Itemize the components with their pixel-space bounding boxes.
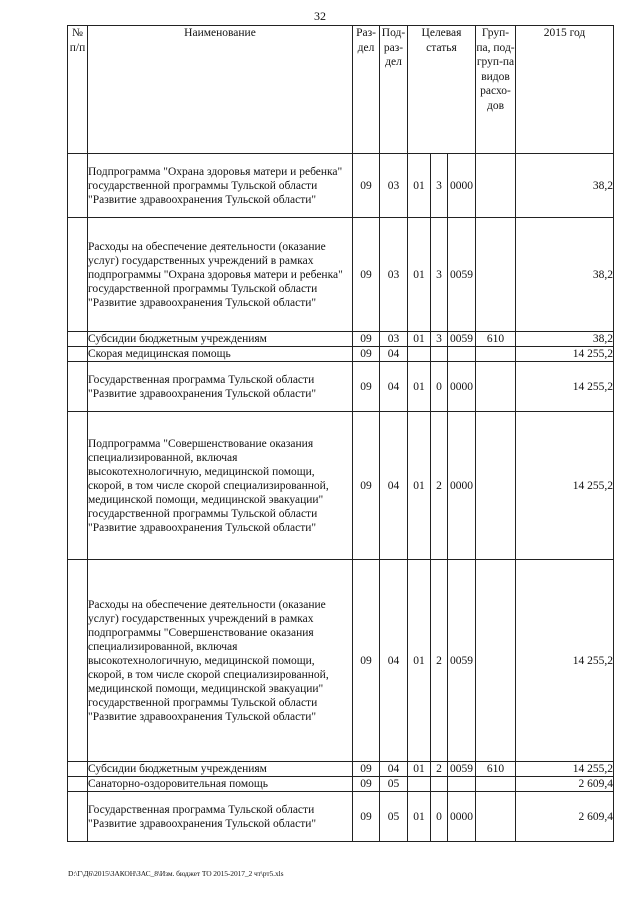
item-name: Подпрограмма "Совершенствование оказания специализированной, включая высокотехнологичную, медицинской помощи, скорой, в том числе скорой специализированной, медицинской помощи, медицинской эвакуации" государственной программы Тульской области "Развитие здравоохранения Тульской области" <box>88 412 353 560</box>
item-name: Расходы на обеспечение деятельности (оказание услуг) государственных учреждений в рамках подпрограммы "Совершенствование оказания специализированной, включая высокотехнологичную, медицинской помощи, скорой, в том числе скорой специализированной, медицинской помощи, медицинской эвакуации" государственной программы Тульской области "Развитие здравоохранения Тульской области" <box>88 560 353 762</box>
header-year: 2015 год <box>516 26 614 154</box>
footer-file-path: D:\Г\Д6\2015\ЗАКОН\ЗАС_8\Изм. бюджет ТО 2015-2017_2 чт\рт5.xls <box>68 869 284 878</box>
subprogram-code: 0 <box>431 792 448 842</box>
amount-2015: 14 255,2 <box>516 362 614 412</box>
program-code: 01 <box>408 560 431 762</box>
subsection-code: 04 <box>380 412 408 560</box>
row-number-cell <box>68 560 88 762</box>
expense-group-code <box>476 362 516 412</box>
row-number-cell <box>68 792 88 842</box>
amount-2015: 2 609,4 <box>516 777 614 792</box>
item-name: Субсидии бюджетным учреждениям <box>88 332 353 347</box>
item-name: Санаторно-оздоровительная помощь <box>88 777 353 792</box>
section-code: 09 <box>353 762 380 777</box>
expense-group-code <box>476 218 516 332</box>
item-name: Государственная программа Тульской области "Развитие здравоохранения Тульской области" <box>88 792 353 842</box>
section-code: 09 <box>353 218 380 332</box>
row-number-cell <box>68 154 88 218</box>
program-code: 01 <box>408 218 431 332</box>
expense-code: 0000 <box>448 792 476 842</box>
section-code: 09 <box>353 362 380 412</box>
table-row <box>68 347 614 362</box>
table-row <box>68 412 614 560</box>
subprogram-code <box>431 347 448 362</box>
expense-group-code <box>476 347 516 362</box>
program-code: 01 <box>408 362 431 412</box>
item-name: Подпрограмма "Охрана здоровья матери и ребенка" государственной программы Тульской области "Развитие здравоохранения Тульской области" <box>88 154 353 218</box>
section-code: 09 <box>353 560 380 762</box>
table-row <box>68 362 614 412</box>
expense-group-code: 610 <box>476 332 516 347</box>
subprogram-code: 2 <box>431 560 448 762</box>
expense-code: 0059 <box>448 560 476 762</box>
row-number-cell <box>68 762 88 777</box>
subsection-code: 03 <box>380 332 408 347</box>
expense-code <box>448 347 476 362</box>
section-code: 09 <box>353 347 380 362</box>
expense-group-code <box>476 154 516 218</box>
amount-2015: 38,2 <box>516 332 614 347</box>
section-code: 09 <box>353 777 380 792</box>
row-number-cell <box>68 412 88 560</box>
expense-group-code <box>476 777 516 792</box>
header-target: Целевая статья <box>408 26 476 154</box>
expense-code <box>448 777 476 792</box>
amount-2015: 14 255,2 <box>516 762 614 777</box>
row-number-cell <box>68 347 88 362</box>
budget-table <box>67 25 614 842</box>
program-code: 01 <box>408 412 431 560</box>
subsection-code: 03 <box>380 154 408 218</box>
item-name: Скорая медицинская помощь <box>88 347 353 362</box>
table-row <box>68 154 614 218</box>
subprogram-code: 3 <box>431 332 448 347</box>
subsection-code: 04 <box>380 762 408 777</box>
subsection-code: 04 <box>380 362 408 412</box>
program-code: 01 <box>408 154 431 218</box>
subprogram-code <box>431 777 448 792</box>
program-code: 01 <box>408 332 431 347</box>
expense-group-code <box>476 792 516 842</box>
amount-2015: 2 609,4 <box>516 792 614 842</box>
table-row <box>68 332 614 347</box>
expense-group-code <box>476 560 516 762</box>
expense-group-code <box>476 412 516 560</box>
table-row <box>68 218 614 332</box>
program-code <box>408 347 431 362</box>
header-name: Наименование <box>88 26 353 154</box>
row-number-cell <box>68 362 88 412</box>
section-code: 09 <box>353 412 380 560</box>
section-code: 09 <box>353 154 380 218</box>
item-name: Субсидии бюджетным учреждениям <box>88 762 353 777</box>
item-name: Государственная программа Тульской области "Развитие здравоохранения Тульской области" <box>88 362 353 412</box>
expense-code: 0000 <box>448 362 476 412</box>
header-row <box>68 26 614 154</box>
amount-2015: 14 255,2 <box>516 412 614 560</box>
expense-code: 0059 <box>448 332 476 347</box>
subsection-code: 05 <box>380 777 408 792</box>
subsection-code: 05 <box>380 792 408 842</box>
expense-group-code: 610 <box>476 762 516 777</box>
amount-2015: 38,2 <box>516 154 614 218</box>
expense-code: 0000 <box>448 412 476 560</box>
header-section: Раз-дел <box>353 26 380 154</box>
program-code: 01 <box>408 762 431 777</box>
item-name: Расходы на обеспечение деятельности (оказание услуг) государственных учреждений в рамках подпрограммы "Охрана здоровья матери и ребенка" государственной программы Тульской области "Развитие здравоохранения Тульской области" <box>88 218 353 332</box>
expense-code: 0000 <box>448 154 476 218</box>
table-row <box>68 777 614 792</box>
header-group: Груп-па, под-груп-па видов расхо-дов <box>476 26 516 154</box>
expense-code: 0059 <box>448 218 476 332</box>
amount-2015: 14 255,2 <box>516 560 614 762</box>
subsection-code: 03 <box>380 218 408 332</box>
row-number-cell <box>68 218 88 332</box>
expense-code: 0059 <box>448 762 476 777</box>
section-code: 09 <box>353 792 380 842</box>
subprogram-code: 2 <box>431 762 448 777</box>
subprogram-code: 3 <box>431 218 448 332</box>
subsection-code: 04 <box>380 560 408 762</box>
table-row <box>68 762 614 777</box>
subprogram-code: 3 <box>431 154 448 218</box>
subprogram-code: 0 <box>431 362 448 412</box>
row-number-cell <box>68 777 88 792</box>
amount-2015: 14 255,2 <box>516 347 614 362</box>
header-num: № п/п <box>68 26 88 154</box>
header-subsection: Под-раз-дел <box>380 26 408 154</box>
row-number-cell <box>68 332 88 347</box>
page-number: 32 <box>314 9 326 23</box>
section-code: 09 <box>353 332 380 347</box>
table-row <box>68 792 614 842</box>
table-row <box>68 560 614 762</box>
program-code: 01 <box>408 792 431 842</box>
amount-2015: 38,2 <box>516 218 614 332</box>
program-code <box>408 777 431 792</box>
subprogram-code: 2 <box>431 412 448 560</box>
subsection-code: 04 <box>380 347 408 362</box>
